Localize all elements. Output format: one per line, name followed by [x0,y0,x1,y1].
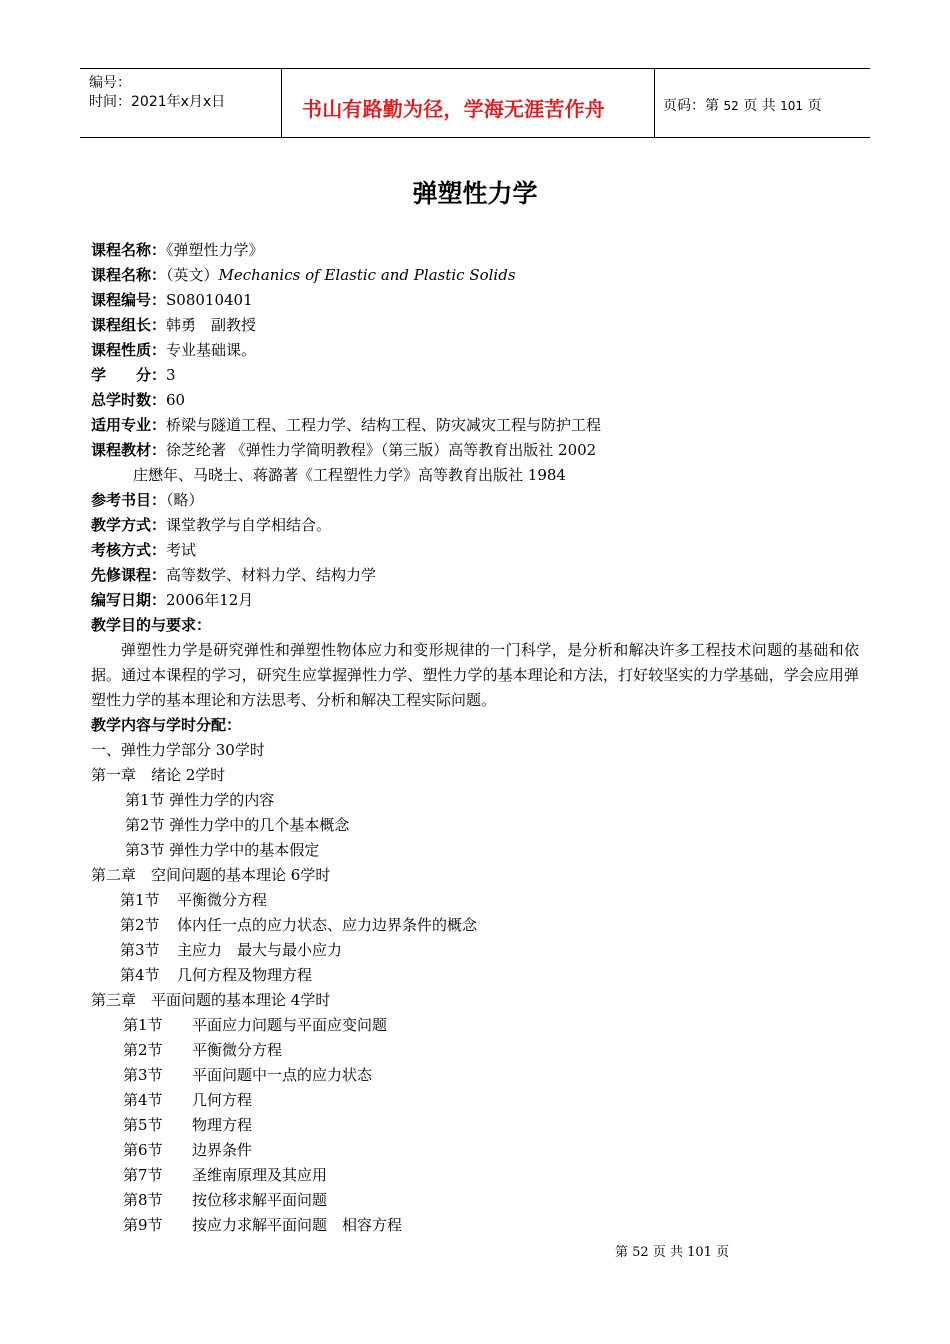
section-text: 平面应力问题与平面应变问题 [192,1016,388,1034]
info-assessment [91,538,196,563]
info-value: 课堂教学与自学相结合。 [166,516,332,534]
section-number: 第9节 [123,1216,163,1234]
info-value: （略） [166,491,204,509]
section-number: 第2节 [120,916,160,934]
info-value: 高等数学、材料力学、结构力学 [166,566,377,584]
section-text: 按应力求解平面问题 相容方程 [192,1216,403,1234]
section-text: 平面问题中一点的应力状态 [192,1066,373,1084]
footer-current: 52 [632,1245,649,1260]
info-course-nature [91,338,256,363]
chapter-3-section [123,1138,253,1163]
chapter-2-section [120,913,478,938]
info-course-leader [91,313,256,338]
chapter-1-title: 第一章 绪论 2学时 [91,766,226,784]
chapter-3-section [123,1038,283,1063]
footer-suffix: 页 [716,1245,730,1260]
info-value: （英文） [166,266,219,284]
section-text: 平衡微分方程 [192,1041,283,1059]
section-number: 第5节 [123,1116,163,1134]
info-label: 适用专业： [91,416,167,434]
info-value: 60 [166,391,186,409]
chapter-3-section [123,1063,373,1088]
info-prerequisites [91,563,376,588]
time-label: 时间：2021年x月x日 [89,94,226,110]
chapter-3-section [123,1013,388,1038]
header-table [80,68,870,138]
section-text: 主应力 最大与最小应力 [177,941,343,959]
chapter-3-title: 第三章 平面问题的基本理论 4学时 [91,991,331,1009]
chapter-2-section [120,938,343,963]
info-value: 考试 [166,541,197,559]
motto: 书山有路勤为径，学海无涯苦作舟 [302,97,605,121]
chapter-2-section [120,963,313,988]
info-credits [91,363,176,388]
info-label: 考核方式： [91,541,167,559]
chapter-3-section [123,1163,328,1188]
info-majors [91,413,601,438]
info-value: 庄懋年、马晓士、蒋潞著《工程塑性力学》高等教育出版社 1984 [133,466,566,484]
section-number: 第4节 [120,966,160,984]
page-current: 52 [723,99,739,113]
chapter-3-section [123,1213,403,1238]
info-label: 课程性质： [91,341,167,359]
chapter-3-section [123,1113,253,1138]
info-value: S08010401 [166,291,253,309]
section-number: 第7节 [123,1166,163,1184]
section-number: 第6节 [123,1141,163,1159]
header-meta-cell [80,69,282,137]
chapter-3-section [123,1188,328,1213]
info-course-name-en [91,263,516,288]
section-number: 第4节 [123,1091,163,1109]
footer-page-number [615,1241,729,1260]
content-heading: 教学内容与学时分配： [91,716,242,734]
info-total-hours [91,388,185,413]
section-text: 体内任一点的应力状态、应力边界条件的概念 [177,916,478,934]
info-value-italic: Mechanics of Elastic and Plastic Solids [218,266,516,284]
info-label: 课程名称： [91,241,167,259]
section-number: 第1节 [120,891,160,909]
info-value: 专业基础课。 [166,341,257,359]
info-label: 课程名称： [91,266,167,284]
section-text: 物理方程 [192,1116,253,1134]
chapter-1-section: 第2节 弹性力学中的几个基本概念 [125,816,350,834]
chapter-3-section [123,1088,253,1113]
page-suffix: 页 [807,98,822,114]
chapter-1-section: 第1节 弹性力学的内容 [125,791,275,809]
goals-paragraph: 弹塑性力学是研究弹性和弹塑性物体应力和变形规律的一门科学，是分析和解决许多工程技术问题的基础和依据。通过本课程的学习，研究生应掌握弹性力学、塑性力学的基本理论和方法，打好较坚实的力学基础，学会应用弹塑性力学的基本理论和方法思考、分析和解决工程实际问题。 [91,641,859,709]
info-value: 3 [166,366,176,384]
info-label: 参考书目： [91,491,167,509]
info-label: 教学方式： [91,516,167,534]
info-value: 韩勇 副教授 [166,316,257,334]
section-text: 几何方程 [192,1091,253,1109]
info-course-name [91,238,264,263]
chapter-2-title: 第二章 空间问题的基本理论 6学时 [91,866,331,884]
info-value: 2006年12月 [166,591,254,609]
section-number: 第3节 [123,1066,163,1084]
info-label: 先修课程： [91,566,167,584]
header-page-number [663,95,821,115]
section-text: 边界条件 [192,1141,253,1159]
info-label: 编写日期： [91,591,167,609]
section-text: 几何方程及物理方程 [177,966,313,984]
section-number: 第1节 [123,1016,163,1034]
info-teaching-method [91,513,331,538]
goals-heading: 教学目的与要求： [91,616,212,634]
footer-mid: 页 共 [652,1245,683,1260]
footer-total: 101 [687,1245,712,1260]
section-number: 第3节 [120,941,160,959]
section-text: 圣维南原理及其应用 [192,1166,328,1184]
section-text: 按位移求解平面问题 [192,1191,328,1209]
info-label: 课程教材： [91,441,167,459]
section-text: 平衡微分方程 [177,891,268,909]
chapter-1-section: 第3节 弹性力学中的基本假定 [125,841,320,859]
info-label: 课程编号： [91,291,167,309]
info-value: 《弹塑性力学》 [166,241,264,259]
header-motto-cell [282,69,655,137]
number-label: 编号： [89,75,131,91]
header-page-cell [655,69,870,137]
page-title: 弹塑性力学 [412,179,538,208]
page-prefix: 页码：第 [663,98,719,114]
part-heading: 一、弹性力学部分 30学时 [91,741,265,759]
page-mid: 页 共 [743,98,776,114]
info-label: 课程组长： [91,316,167,334]
info-references [91,488,204,513]
page-total: 101 [780,99,803,113]
info-value: 徐芝纶著 《弹性力学简明教程》（第三版）高等教育出版社 2002 [166,441,597,459]
footer-prefix: 第 [615,1245,629,1260]
info-date [91,588,253,613]
section-number: 第2节 [123,1041,163,1059]
info-label: 学 分： [91,366,167,384]
section-number: 第8节 [123,1191,163,1209]
info-label: 总学时数： [91,391,167,409]
chapter-2-section [120,888,268,913]
info-textbook-2 [133,463,566,488]
info-course-code [91,288,253,313]
info-value: 桥梁与隧道工程、工程力学、结构工程、防灾减灾工程与防护工程 [166,416,602,434]
info-textbook [91,438,596,463]
